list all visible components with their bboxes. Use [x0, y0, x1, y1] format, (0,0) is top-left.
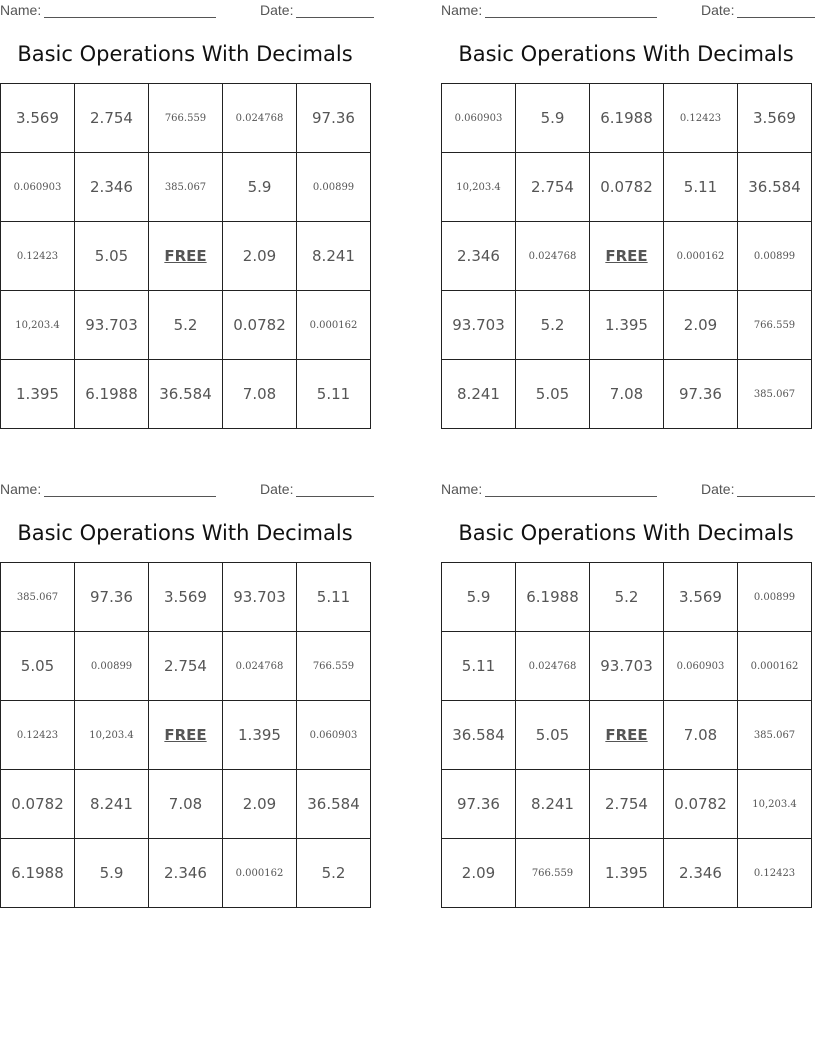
grid-cell[interactable]: 385.067 [738, 360, 812, 429]
grid-cell[interactable]: 2.346 [442, 222, 516, 291]
grid-cell[interactable]: 5.2 [297, 839, 371, 908]
grid-cell[interactable]: 6.1988 [516, 563, 590, 632]
grid-cell[interactable]: 2.754 [590, 770, 664, 839]
grid-cell[interactable]: 5.11 [664, 153, 738, 222]
grid-cell[interactable]: 0.0782 [590, 153, 664, 222]
bingo-grid [441, 562, 812, 908]
grid-cell[interactable]: 0.024768 [516, 632, 590, 701]
grid-cell[interactable]: 7.08 [149, 770, 223, 839]
grid-cell[interactable]: 0.000162 [664, 222, 738, 291]
name-field [0, 2, 216, 18]
date-label: Date: [260, 2, 294, 18]
grid-row [442, 360, 812, 429]
free-space[interactable]: FREE [590, 222, 664, 291]
grid-cell[interactable]: 97.36 [442, 770, 516, 839]
grid-cell[interactable]: 0.0782 [1, 770, 75, 839]
grid-cell[interactable]: 3.569 [1, 84, 75, 153]
bingo-card-4 [441, 479, 816, 919]
name-label: Name: [441, 2, 483, 18]
date-blank-line[interactable] [737, 482, 815, 497]
grid-cell[interactable]: 5.05 [75, 222, 149, 291]
grid-cell[interactable]: 0.024768 [223, 632, 297, 701]
grid-cell[interactable]: 766.559 [738, 291, 812, 360]
grid-cell[interactable]: 6.1988 [75, 360, 149, 429]
grid-cell[interactable]: 5.9 [75, 839, 149, 908]
grid-row [1, 222, 371, 291]
date-blank-line[interactable] [296, 482, 374, 497]
grid-row [1, 770, 371, 839]
grid-cell[interactable]: 10,203.4 [1, 291, 75, 360]
grid-cell[interactable]: 2.09 [223, 222, 297, 291]
grid-row [442, 563, 812, 632]
grid-cell[interactable]: 5.11 [297, 563, 371, 632]
grid-cell[interactable]: 93.703 [442, 291, 516, 360]
grid-cell[interactable]: 1.395 [590, 839, 664, 908]
name-blank-line[interactable] [485, 482, 657, 497]
name-field [441, 2, 657, 18]
grid-row [1, 701, 371, 770]
date-field [260, 481, 374, 497]
name-blank-line[interactable] [485, 3, 657, 18]
grid-row [1, 360, 371, 429]
grid-cell[interactable]: 0.060903 [664, 632, 738, 701]
grid-cell[interactable]: 0.0782 [223, 291, 297, 360]
grid-row [442, 84, 812, 153]
grid-cell[interactable]: 0.00899 [75, 632, 149, 701]
grid-cell[interactable]: 0.00899 [738, 222, 812, 291]
name-label: Name: [441, 481, 483, 497]
grid-cell[interactable]: 2.346 [149, 839, 223, 908]
free-space[interactable]: FREE [590, 701, 664, 770]
date-field [701, 2, 815, 18]
name-label: Name: [0, 481, 42, 497]
grid-cell[interactable]: 0.060903 [297, 701, 371, 770]
grid-cell[interactable]: 36.584 [149, 360, 223, 429]
grid-cell[interactable]: 0.024768 [516, 222, 590, 291]
grid-cell[interactable]: 93.703 [590, 632, 664, 701]
grid-row [1, 84, 371, 153]
grid-cell[interactable]: 0.060903 [442, 84, 516, 153]
grid-cell[interactable]: 10,203.4 [442, 153, 516, 222]
grid-cell[interactable]: 766.559 [297, 632, 371, 701]
grid-cell[interactable]: 0.12423 [664, 84, 738, 153]
grid-cell[interactable]: 2.754 [75, 84, 149, 153]
grid-row [1, 563, 371, 632]
grid-cell[interactable]: 0.12423 [738, 839, 812, 908]
grid-cell[interactable]: 3.569 [149, 563, 223, 632]
grid-cell[interactable]: 7.08 [223, 360, 297, 429]
grid-cell[interactable]: 5.05 [1, 632, 75, 701]
grid-cell[interactable]: 7.08 [590, 360, 664, 429]
grid-cell[interactable]: 8.241 [297, 222, 371, 291]
grid-cell[interactable]: 36.584 [442, 701, 516, 770]
grid-row [1, 839, 371, 908]
grid-cell[interactable]: 1.395 [223, 701, 297, 770]
grid-row [442, 701, 812, 770]
grid-cell[interactable]: 5.05 [516, 360, 590, 429]
grid-cell[interactable]: 5.9 [223, 153, 297, 222]
grid-cell[interactable]: 8.241 [442, 360, 516, 429]
grid-cell[interactable]: 8.241 [75, 770, 149, 839]
grid-cell[interactable]: 5.2 [590, 563, 664, 632]
grid-cell[interactable]: 5.2 [516, 291, 590, 360]
grid-cell[interactable]: 93.703 [75, 291, 149, 360]
grid-cell[interactable]: 7.08 [664, 701, 738, 770]
grid-cell[interactable]: 0.000162 [297, 291, 371, 360]
grid-row [442, 291, 812, 360]
grid-row [1, 291, 371, 360]
grid-cell[interactable]: 2.09 [664, 291, 738, 360]
date-blank-line[interactable] [737, 3, 815, 18]
grid-cell[interactable]: 766.559 [516, 839, 590, 908]
grid-cell[interactable]: 93.703 [223, 563, 297, 632]
grid-cell[interactable]: 6.1988 [590, 84, 664, 153]
grid-cell[interactable]: 0.060903 [1, 153, 75, 222]
bingo-grid [0, 83, 371, 429]
grid-cell[interactable]: 5.05 [516, 701, 590, 770]
grid-cell[interactable]: 0.024768 [223, 84, 297, 153]
grid-cell[interactable]: 5.9 [442, 563, 516, 632]
grid-cell[interactable]: 2.09 [442, 839, 516, 908]
grid-cell[interactable]: 0.12423 [1, 222, 75, 291]
grid-cell[interactable]: 0.000162 [223, 839, 297, 908]
grid-cell[interactable]: 5.11 [297, 360, 371, 429]
grid-cell[interactable]: 10,203.4 [75, 701, 149, 770]
bingo-card-1 [0, 0, 375, 440]
grid-cell[interactable]: 2.346 [664, 839, 738, 908]
name-blank-line[interactable] [44, 482, 216, 497]
bingo-grid [0, 562, 371, 908]
name-blank-line[interactable] [44, 3, 216, 18]
card-header [0, 479, 375, 499]
free-space[interactable]: FREE [149, 701, 223, 770]
grid-cell[interactable]: 5.11 [442, 632, 516, 701]
date-blank-line[interactable] [296, 3, 374, 18]
grid-cell[interactable]: 385.067 [1, 563, 75, 632]
grid-cell[interactable]: 97.36 [664, 360, 738, 429]
name-label: Name: [0, 2, 42, 18]
grid-cell[interactable]: 1.395 [590, 291, 664, 360]
grid-row [442, 839, 812, 908]
grid-row [1, 632, 371, 701]
date-label: Date: [701, 481, 735, 497]
card-title: Basic Operations With Decimals [458, 521, 794, 545]
grid-cell[interactable]: 2.754 [516, 153, 590, 222]
free-space[interactable]: FREE [149, 222, 223, 291]
grid-cell[interactable]: 766.559 [149, 84, 223, 153]
grid-cell[interactable]: 0.000162 [738, 632, 812, 701]
card-title: Basic Operations With Decimals [17, 521, 353, 545]
date-field [260, 2, 374, 18]
date-field [701, 481, 815, 497]
grid-cell[interactable]: 10,203.4 [738, 770, 812, 839]
grid-cell[interactable]: 36.584 [297, 770, 371, 839]
grid-cell[interactable]: 0.00899 [738, 563, 812, 632]
grid-row [442, 632, 812, 701]
grid-row [442, 153, 812, 222]
grid-cell[interactable]: 385.067 [149, 153, 223, 222]
date-label: Date: [701, 2, 735, 18]
grid-cell[interactable]: 6.1988 [1, 839, 75, 908]
grid-cell[interactable]: 0.00899 [297, 153, 371, 222]
card-title: Basic Operations With Decimals [458, 42, 794, 66]
grid-cell[interactable]: 385.067 [738, 701, 812, 770]
grid-cell[interactable]: 97.36 [75, 563, 149, 632]
grid-cell[interactable]: 2.346 [75, 153, 149, 222]
grid-cell[interactable]: 97.36 [297, 84, 371, 153]
card-header [441, 0, 816, 20]
name-field [0, 481, 216, 497]
grid-cell[interactable]: 1.395 [1, 360, 75, 429]
grid-cell[interactable]: 3.569 [664, 563, 738, 632]
card-title: Basic Operations With Decimals [17, 42, 353, 66]
grid-cell[interactable]: 36.584 [738, 153, 812, 222]
grid-row [1, 153, 371, 222]
grid-cell[interactable]: 2.754 [149, 632, 223, 701]
grid-cell[interactable]: 2.09 [223, 770, 297, 839]
grid-cell[interactable]: 5.9 [516, 84, 590, 153]
bingo-card-3 [0, 479, 375, 919]
grid-row [442, 222, 812, 291]
card-header [441, 479, 816, 499]
grid-row [442, 770, 812, 839]
bingo-card-2 [441, 0, 816, 440]
bingo-grid [441, 83, 812, 429]
date-label: Date: [260, 481, 294, 497]
grid-cell[interactable]: 8.241 [516, 770, 590, 839]
name-field [441, 481, 657, 497]
grid-cell[interactable]: 0.12423 [1, 701, 75, 770]
grid-cell[interactable]: 0.0782 [664, 770, 738, 839]
card-header [0, 0, 375, 20]
grid-cell[interactable]: 5.2 [149, 291, 223, 360]
grid-cell[interactable]: 3.569 [738, 84, 812, 153]
